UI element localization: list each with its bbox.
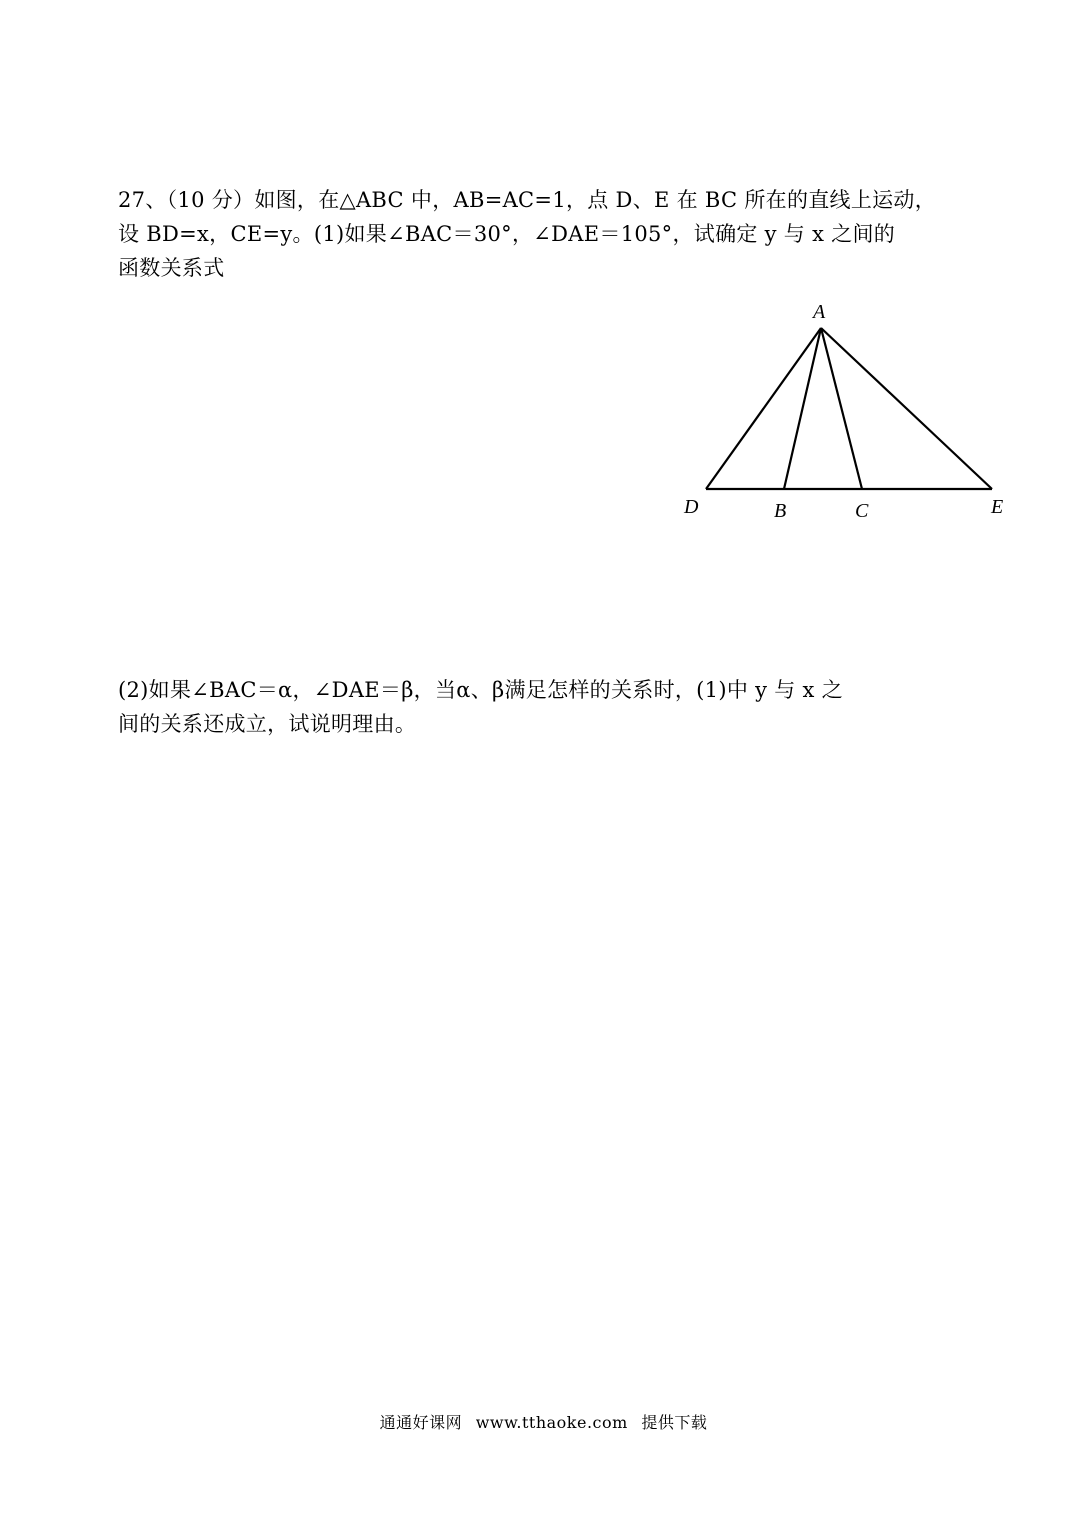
label-E: E bbox=[991, 496, 1004, 518]
part2-line-1: (2)如果∠BAC＝α，∠DAE＝β，当α、β满足怎样的关系时，(1)中 y 与 x 之 bbox=[118, 678, 843, 702]
segment-AC bbox=[821, 328, 862, 489]
footer-suffix: 提供下载 bbox=[641, 1413, 708, 1432]
problem-27 bbox=[118, 183, 978, 285]
label-D: D bbox=[684, 496, 699, 518]
footer-url[interactable]: www.tthaoke.com bbox=[475, 1413, 628, 1432]
page-footer bbox=[0, 1410, 1087, 1433]
segment-AE bbox=[821, 328, 992, 489]
part2-line-2: 间的关系还成立，试说明理由。 bbox=[118, 712, 417, 736]
label-C: C bbox=[855, 500, 869, 522]
problem-line-3: 函数关系式 bbox=[118, 256, 225, 280]
problem-line-2: 设 BD=x，CE=y。(1)如果∠BAC＝30°，∠DAE＝105°，试确定 y 与 x 之间的 bbox=[118, 222, 896, 246]
problem-line-1: 27、（10 分）如图，在△ABC 中，AB=AC=1，点 D、E 在 BC 所在的直线上运动， bbox=[118, 188, 937, 212]
triangle-figure bbox=[670, 292, 1030, 532]
triangle-diagram bbox=[670, 292, 1030, 532]
label-B: B bbox=[774, 500, 787, 522]
footer-site-name: 通通好课网 bbox=[379, 1413, 463, 1432]
label-A: A bbox=[813, 301, 826, 323]
problem-27-part-2 bbox=[118, 673, 978, 741]
segment-AD bbox=[706, 328, 821, 489]
